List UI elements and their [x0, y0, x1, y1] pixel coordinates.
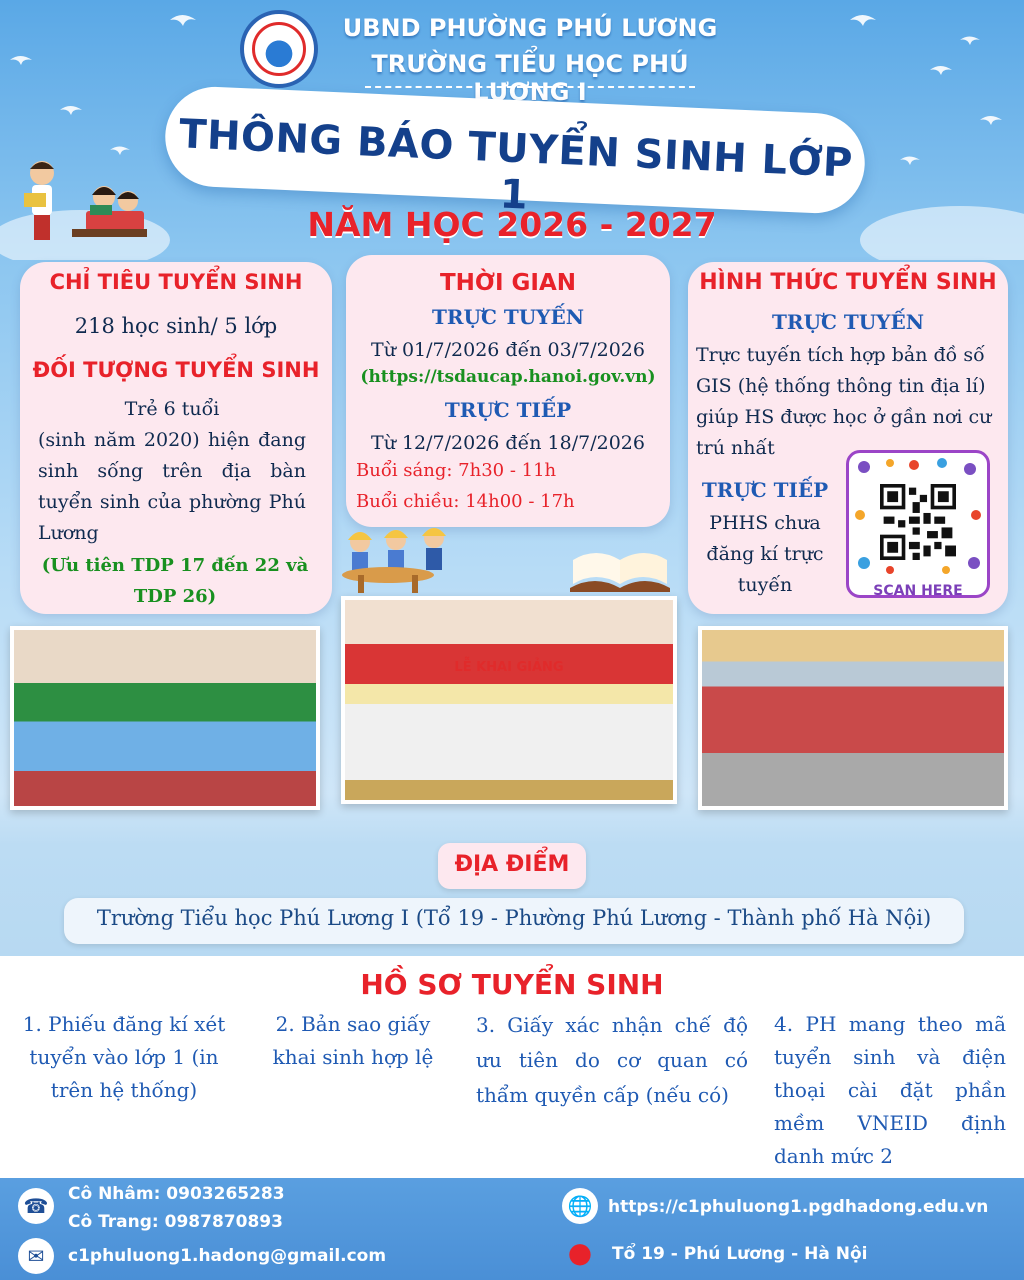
priority-note: (Ưu tiên TDP 17 đến 22 và TDP 26): [41, 555, 309, 607]
phone-icon: ☎: [18, 1188, 54, 1224]
header-school: TRƯỜNG TIỂU HỌC PHÚ LƯƠNG I: [371, 50, 689, 106]
method-direct-desc: PHHS chưa đăng kí trực tuyến: [706, 512, 824, 596]
dossier-item-2: 2. Bản sao giấy khai sinh hợp lệ: [272, 1012, 434, 1069]
kids-at-table-illustration: [338, 520, 458, 595]
method-online-desc-text: Trực tuyến tích hợp bản đồ số GIS (hệ thống thông tin địa lí) giúp HS được học ở gần nơi cư trú nhất: [696, 344, 992, 459]
header-ward: UBND PHƯỜNG PHÚ LƯƠNG: [342, 14, 718, 42]
contact-trang[interactable]: Cô Trang: 0987870893: [68, 1212, 283, 1232]
dossier-item-1: 1. Phiếu đăng kí xét tuyển vào lớp 1 (in trên hệ thống): [22, 1012, 226, 1102]
time-direct-label: TRỰC TIẾP: [444, 398, 572, 422]
kids-reading-illustration: [12, 155, 147, 250]
time-direct-dates: Từ 12/7/2026 đến 18/7/2026: [371, 432, 645, 454]
subject-rest: (sinh năm 2020) hiện đang sinh sống trên địa bàn tuyển sinh của phường Phú Lương: [38, 429, 306, 544]
method-online-label: TRỰC TUYẾN: [772, 310, 924, 334]
quota-value: 218 học sinh/ 5 lớp: [74, 314, 278, 338]
time-afternoon: Buổi chiều: 14h00 - 17h: [356, 491, 575, 512]
dossier-title: HỒ SƠ TUYỂN SINH: [360, 968, 664, 1001]
subject-first-line: Trẻ 6 tuổi: [124, 398, 220, 420]
subject-title: ĐỐI TƯỢNG TUYỂN SINH: [32, 358, 320, 382]
quota-title: CHỈ TIÊU TUYỂN SINH: [49, 270, 303, 294]
ceremony-caption: LỄ KHAI GIẢNG: [454, 660, 564, 675]
location-title: ĐỊA ĐIỂM: [454, 852, 570, 877]
contact-email[interactable]: c1phuluong1.hadong@gmail.com: [68, 1246, 387, 1266]
school-year: NĂM HỌC 2026 - 2027: [307, 205, 717, 244]
time-morning: Buổi sáng: 7h30 - 11h: [356, 460, 557, 481]
time-online-dates: Từ 01/7/2026 đến 03/7/2026: [371, 339, 645, 361]
dossier-item-4: 4. PH mang theo mã tuyển sinh và điện thoại cài đặt phần mềm VNEID định danh mức 2: [774, 1012, 1006, 1168]
qr-decoration-icons: [850, 455, 986, 581]
open-book-illustration: [565, 548, 675, 594]
method-online-desc: [696, 340, 1002, 464]
dossier-item-3: 3. Giấy xác nhận chế độ ưu tiên do cơ quan có thẩm quyền cấp (nếu có): [476, 1013, 748, 1107]
time-online-url[interactable]: (https://tsdaucap.hanoi.gov.vn): [360, 367, 656, 387]
globe-icon: 🌐: [562, 1188, 598, 1224]
location-pin-icon: ●: [567, 1235, 593, 1269]
photo-performance: [10, 626, 320, 810]
page-title: THÔNG BÁO TUYỂN SINH LỚP 1: [178, 111, 854, 219]
footer: [0, 1178, 1024, 1280]
photo-schoolyard: [698, 626, 1008, 810]
location-address: Trường Tiểu học Phú Lương I (Tổ 19 - Phường Phú Lương - Thành phố Hà Nội): [96, 906, 932, 930]
school-logo: [240, 10, 318, 88]
contact-nham[interactable]: Cô Nhâm: 0903265283: [68, 1184, 285, 1204]
contact-website[interactable]: https://c1phuluong1.pgdhadong.edu.vn: [608, 1197, 989, 1217]
time-title: THỜI GIAN: [439, 270, 577, 296]
method-direct-label: TRỰC TIẾP: [701, 478, 829, 502]
photo-opening-ceremony: [341, 596, 677, 804]
method-title: HÌNH THỨC TUYỂN SINH: [699, 270, 997, 295]
mail-icon: ✉: [18, 1238, 54, 1274]
header-divider: [365, 86, 695, 88]
scan-here-label: SCAN HERE: [873, 583, 963, 599]
contact-address: Tổ 19 - Phú Lương - Hà Nội: [612, 1244, 868, 1264]
time-online-label: TRỰC TUYẾN: [432, 305, 584, 329]
subject-description: [38, 394, 306, 549]
